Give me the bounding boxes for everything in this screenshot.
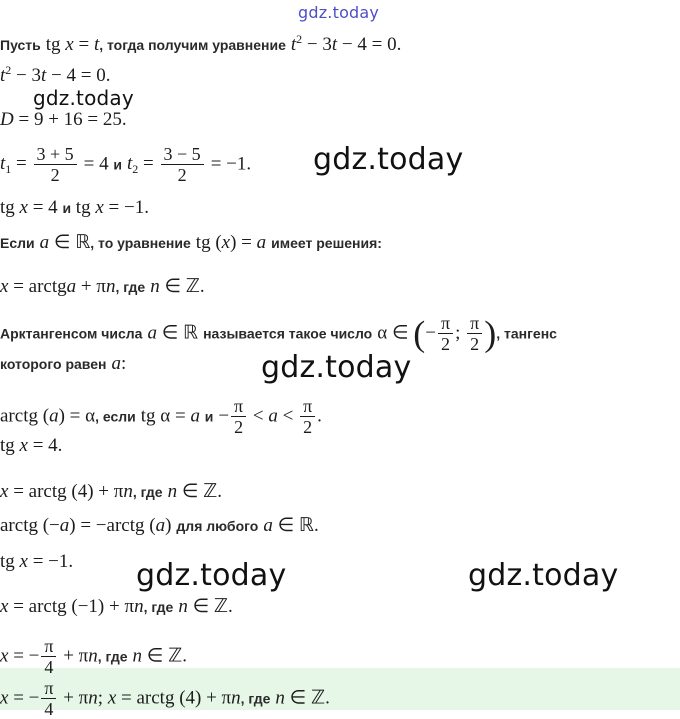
tan-equals-minus-one-line: tg x = −1. <box>0 551 74 572</box>
general-rule-line: Если a ∈ ℝ, то уравнение tg (x) = a имеет решения: <box>0 232 382 253</box>
tan-values-line: tg x = 4 и tg x = −1. <box>0 197 149 218</box>
watermark: gdz.today <box>136 558 287 593</box>
second-solution-simplified-line: x = − $\frac{\pi}{4}$ + πn, где n ∈ ℤ. <box>0 636 187 677</box>
substitution-line: Пусть tg x = t, тогда получим уравнение $t^2 - 3t - 4 = 0$. <box>0 32 402 55</box>
first-solution-line: x = arctg (4) + πn, где n ∈ ℤ. <box>0 481 223 502</box>
watermark: gdz.today <box>261 350 412 385</box>
watermark-top: gdz.today <box>298 3 380 22</box>
arctan-condition-line: arctg (a) = α, если tg α = a и − $\frac{\pi}{2}$ < a < $\frac{\pi}{2}$ . <box>0 396 322 437</box>
watermark: gdz.today <box>33 86 134 110</box>
watermark: gdz.today <box>313 142 464 177</box>
tangent-equals-line: которого равен a: <box>0 353 127 374</box>
odd-property-line: arctg (−a) = −arctg (a) для любого a ∈ ℝ. <box>0 515 319 536</box>
second-solution-line: x = arctg (−1) + πn, где n ∈ ℤ. <box>0 596 233 617</box>
watermark: gdz.today <box>468 558 619 593</box>
tan-equals-four-line: tg x = 4. <box>0 435 63 456</box>
arctan-definition-line: Арктангенсом числа a ∈ ℝ называется такое число α ∈ (− $\frac{\pi}{2}$ ; $\frac{\pi}{2}$ ), тангенс <box>0 313 557 354</box>
roots-line: $t_1$ = $\frac{3 + 5}{2}$ = 4 и $t_2$ = $\frac{3 - 5}{2}$ = −1. <box>0 144 252 185</box>
general-solution-line: x = arctga + πn, где n ∈ ℤ. <box>0 276 205 297</box>
discriminant: D = 9 + 16 = 25. <box>0 109 127 130</box>
quadratic-equation: $t^2 - 3t - 4 = 0$. <box>0 63 111 86</box>
final-answer-line: x = − $\frac{\pi}{4}$ + πn; x = arctg (4) + πn, где n ∈ ℤ. <box>0 678 330 719</box>
